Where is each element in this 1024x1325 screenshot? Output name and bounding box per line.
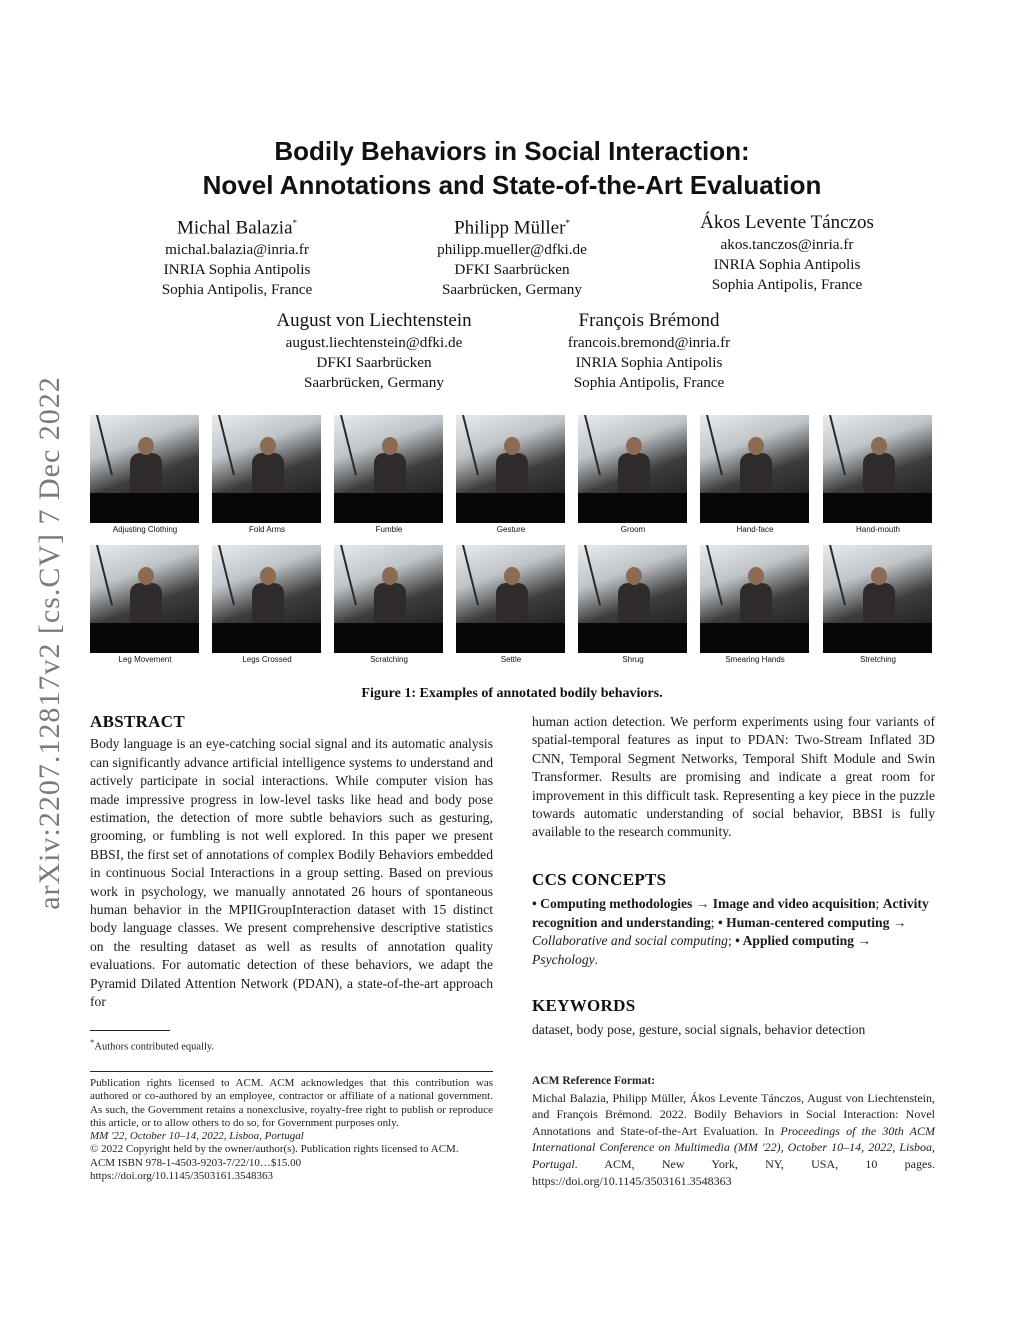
author-affiliation: DFKI Saarbrücken — [316, 354, 432, 371]
behavior-photo — [90, 545, 199, 653]
rights-doi[interactable]: https://doi.org/10.1145/3503161.3548363 — [90, 1170, 274, 1183]
ccs-section — [532, 871, 935, 969]
behavior-label: Stretching — [859, 655, 897, 664]
author-block — [132, 211, 342, 300]
behavior-photo — [212, 545, 321, 653]
paper-title — [90, 134, 934, 202]
author-location: Sophia Antipolis, France — [711, 276, 863, 293]
behavior-photo — [578, 415, 687, 523]
acm-reference-doi[interactable]: https://doi.org/10.1145/3503161.3548363 — [532, 1173, 732, 1188]
rights-rule — [90, 1071, 493, 1072]
behavior-photo — [700, 545, 809, 653]
author-affiliation: DFKI Saarbrücken — [454, 261, 570, 279]
behavior-label: Gesture — [496, 525, 526, 534]
behavior-label: Adjusting Clothing — [112, 525, 178, 534]
author-affiliation: INRIA Sophia Antipolis — [163, 261, 311, 279]
behavior-label: Groom — [620, 525, 646, 534]
author-name: August von Liechtenstein — [276, 310, 472, 331]
author-block — [544, 309, 754, 393]
author-block — [259, 309, 489, 393]
behavior-photo — [90, 415, 199, 523]
behavior-photo — [823, 545, 932, 653]
behavior-label: Settle — [500, 655, 522, 664]
title-line-1: Bodily Behaviors in Social Interaction: — [274, 136, 750, 166]
abstract-text: Body language is an eye-catching social signal and its automatic analysis can significantly advance artificial intelligence systems to understand and actively participate in social interactions. While computer vision has made impressive progress in low-level tasks like head and body pose estimation, the detection of more subtle behaviors such as gesturing, grooming, or fumbling is not well explored. In this paper we present BBSI, the first set of annotations of complex Bodily Behaviors embedded in continuous Social Interactions in a group setting. Based on previous work in psychology, we manually annotated 26 hours of spontaneous human behavior in the MPIIGroupInteraction dataset with 15 distinct body language classes. We present comprehensive descriptive statistics on the resulting dataset as well as results of annotation quality evaluations. For automatic detection of these behaviors, we adapt the Pyramid Dilated Attention Network (PDAN), a state-of-the-art approach for — [90, 736, 493, 1010]
author-location: Sophia Antipolis, France — [161, 281, 313, 299]
author-email[interactable]: philipp.mueller@dfki.de — [437, 241, 587, 259]
behavior-photo — [700, 415, 809, 523]
arxiv-stamp: arXiv:2207.12817v2 [cs.CV] 7 Dec 2022 — [33, 375, 66, 910]
behavior-photo — [456, 415, 565, 523]
behavior-label: Fumble — [375, 525, 403, 534]
author-location: Saarbrücken, Germany — [441, 281, 582, 299]
keywords-heading: KEYWORDS — [532, 996, 636, 1015]
abstract-text-continued: human action detection. We perform experiments using four variants of spatial-temporal features as input to PDAN: Two-Stream Inflated 3D CNN, Temporal Segment Networks, Temporal Shift Module and Swin Transformer. Results are promising and indicate a great room for improvement in this difficult task. Representing a key piece in the puzzle towards automatic understanding of social behavior, BBSI is fully available to the research community. — [532, 714, 935, 840]
ccs-text: • Computing methodologies → Image and video acquisition; Activity recognition and understanding; • Human-centered computing → Collaborative and social computing; • Applied computing → Psychology. — [532, 896, 929, 967]
rights-conference: MM '22, October 10–14, 2022, Lisboa, Portugal — [90, 1130, 304, 1143]
behavior-label: Leg Movement — [118, 655, 172, 664]
behavior-label: Fold Arms — [248, 525, 285, 534]
behavior-photo — [456, 545, 565, 653]
behavior-photo — [334, 545, 443, 653]
author-name: François Brémond — [578, 310, 720, 331]
keywords-section — [532, 997, 935, 1040]
author-email[interactable]: michal.balazia@inria.fr — [165, 241, 309, 259]
behavior-figure — [90, 415, 934, 664]
abstract-heading: ABSTRACT — [90, 712, 185, 731]
behavior-label: Hand-face — [736, 525, 774, 534]
author-name: Michal Balazia* — [176, 217, 298, 239]
author-name: Ákos Levente Tánczos — [700, 212, 874, 233]
behavior-photo — [212, 415, 321, 523]
behavior-label: Shrug — [622, 655, 644, 664]
author-affiliation: INRIA Sophia Antipolis — [713, 256, 861, 273]
abstract-continued — [532, 713, 935, 842]
rights-isbn: ACM ISBN 978-1-4503-9203-7/22/10…$15.00 — [90, 1156, 302, 1169]
rights-copyright: © 2022 Copyright held by the owner/author(s). Publication rights licensed to ACM. — [90, 1143, 459, 1156]
acm-reference-text: Michal Balazia, Philipp Müller, Ákos Levente Tánczos, August von Liechtenstein, and François Brémond. 2022. Bodily Behaviors in Social Interaction: Novel Annotations and State-of-the-Art Evaluation. In Proceedings of the 30th ACM International Conference on Multimedia (MM '22), October 10–14, 2022, Lisboa, Portugal. ACM, New York, NY, USA, 10 pages. https://doi.org/10.1145/3503161.3548363 — [532, 1090, 935, 1188]
ccs-heading: CCS CONCEPTS — [532, 870, 667, 889]
author-block — [407, 211, 617, 300]
left-column — [90, 713, 493, 1012]
acm-reference — [532, 1073, 935, 1189]
footnote: *Authors contributed equally. — [90, 1037, 215, 1053]
title-line-2: Novel Annotations and State-of-the-Art Evaluation — [202, 170, 822, 200]
author-location: Saarbrücken, Germany — [303, 374, 444, 391]
rights-block — [90, 1077, 493, 1183]
author-location: Sophia Antipolis, France — [573, 374, 725, 391]
behavior-label: Hand-mouth — [855, 525, 901, 534]
footnote-rule — [90, 1030, 170, 1031]
behavior-label: Smearing Hands — [725, 655, 785, 664]
author-email[interactable]: august.liechtenstein@dfki.de — [285, 334, 463, 351]
author-block — [682, 211, 892, 295]
keywords-text: dataset, body pose, gesture, social signals, behavior detection — [532, 1022, 866, 1038]
rights-text: Publication rights licensed to ACM. ACM acknowledges that this contribution was authored or co-authored by an employee, contractor or affiliate of a national government. As such, the Government retains a nonexclusive, royalty-free right to publish or reproduce this article, or to allow others to do so, for Government purposes only. — [90, 1077, 493, 1129]
figure-caption: Figure 1: Examples of annotated bodily behaviors. — [361, 686, 663, 701]
author-name: Philipp Müller* — [454, 217, 570, 239]
behavior-photo — [578, 545, 687, 653]
behavior-label: Legs Crossed — [242, 655, 292, 664]
acm-reference-heading: ACM Reference Format: — [532, 1075, 656, 1087]
author-email[interactable]: francois.bremond@inria.fr — [567, 334, 731, 351]
behavior-photo — [823, 415, 932, 523]
author-email[interactable]: akos.tanczos@inria.fr — [720, 236, 854, 253]
behavior-photo — [334, 415, 443, 523]
author-affiliation: INRIA Sophia Antipolis — [575, 354, 723, 371]
behavior-label: Scratching — [370, 655, 408, 664]
